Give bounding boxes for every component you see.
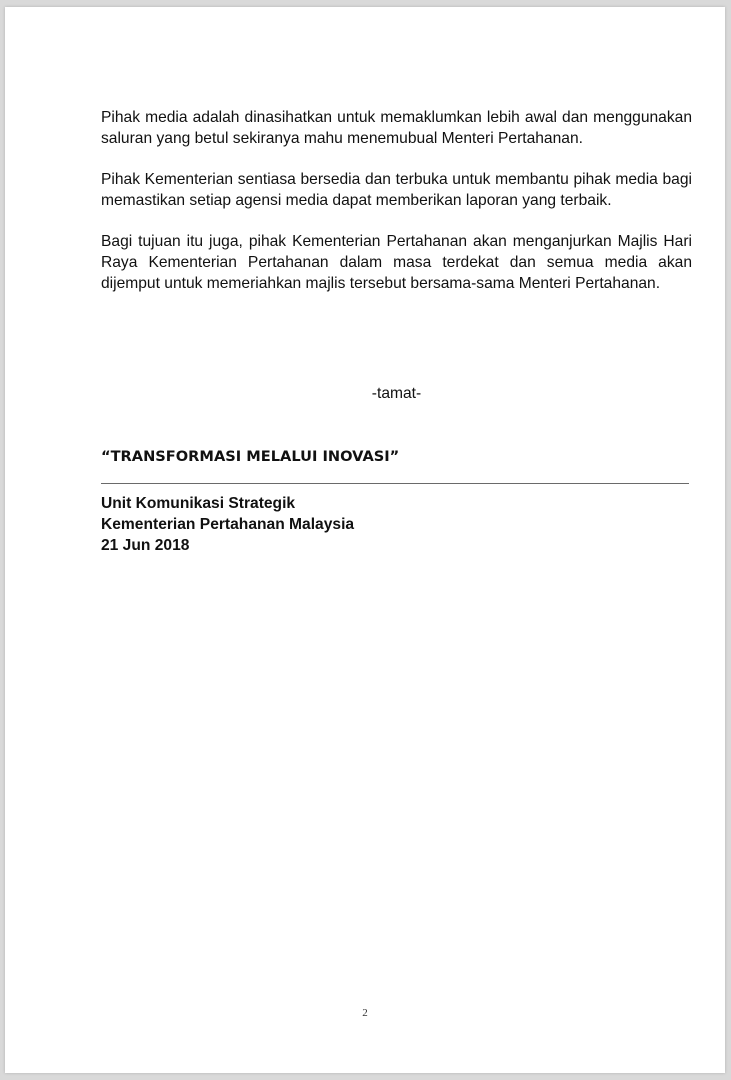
signature-unit: Unit Komunikasi Strategik: [101, 495, 296, 512]
motto: “TRANSFORMASI MELALUI INOVASI”: [101, 448, 400, 465]
paragraph-hari-raya-event: Bagi tujuan itu juga, pihak Kementerian Pertahanan akan menganjurkan Majlis Hari Raya Kementerian Pertahanan dalam masa terdekat dan semua media akan dijemput untuk memeriahkan majlis tersebut bersama-sama Menteri Pertahanan.: [101, 233, 692, 292]
paragraph-media-advice: Pihak media adalah dinasihatkan untuk memaklumkan lebih awal dan menggunakan saluran yang betul sekiranya mahu menemubual Menteri Pertahanan.: [101, 109, 692, 147]
divider-line: [101, 483, 689, 484]
page-content: [101, 107, 692, 554]
signature-block: [101, 493, 354, 556]
page-number: 2: [362, 1007, 368, 1019]
document-page: [5, 7, 725, 1073]
paragraph-ministry-support: Pihak Kementerian sentiasa bersedia dan terbuka untuk membantu pihak media bagi memastikan setiap agensi media dapat memberikan laporan yang terbaik.: [101, 171, 692, 209]
signature-ministry: Kementerian Pertahanan Malaysia: [101, 516, 355, 533]
end-marker: -tamat-: [371, 385, 422, 402]
signature-date: 21 Jun 2018: [101, 537, 190, 554]
